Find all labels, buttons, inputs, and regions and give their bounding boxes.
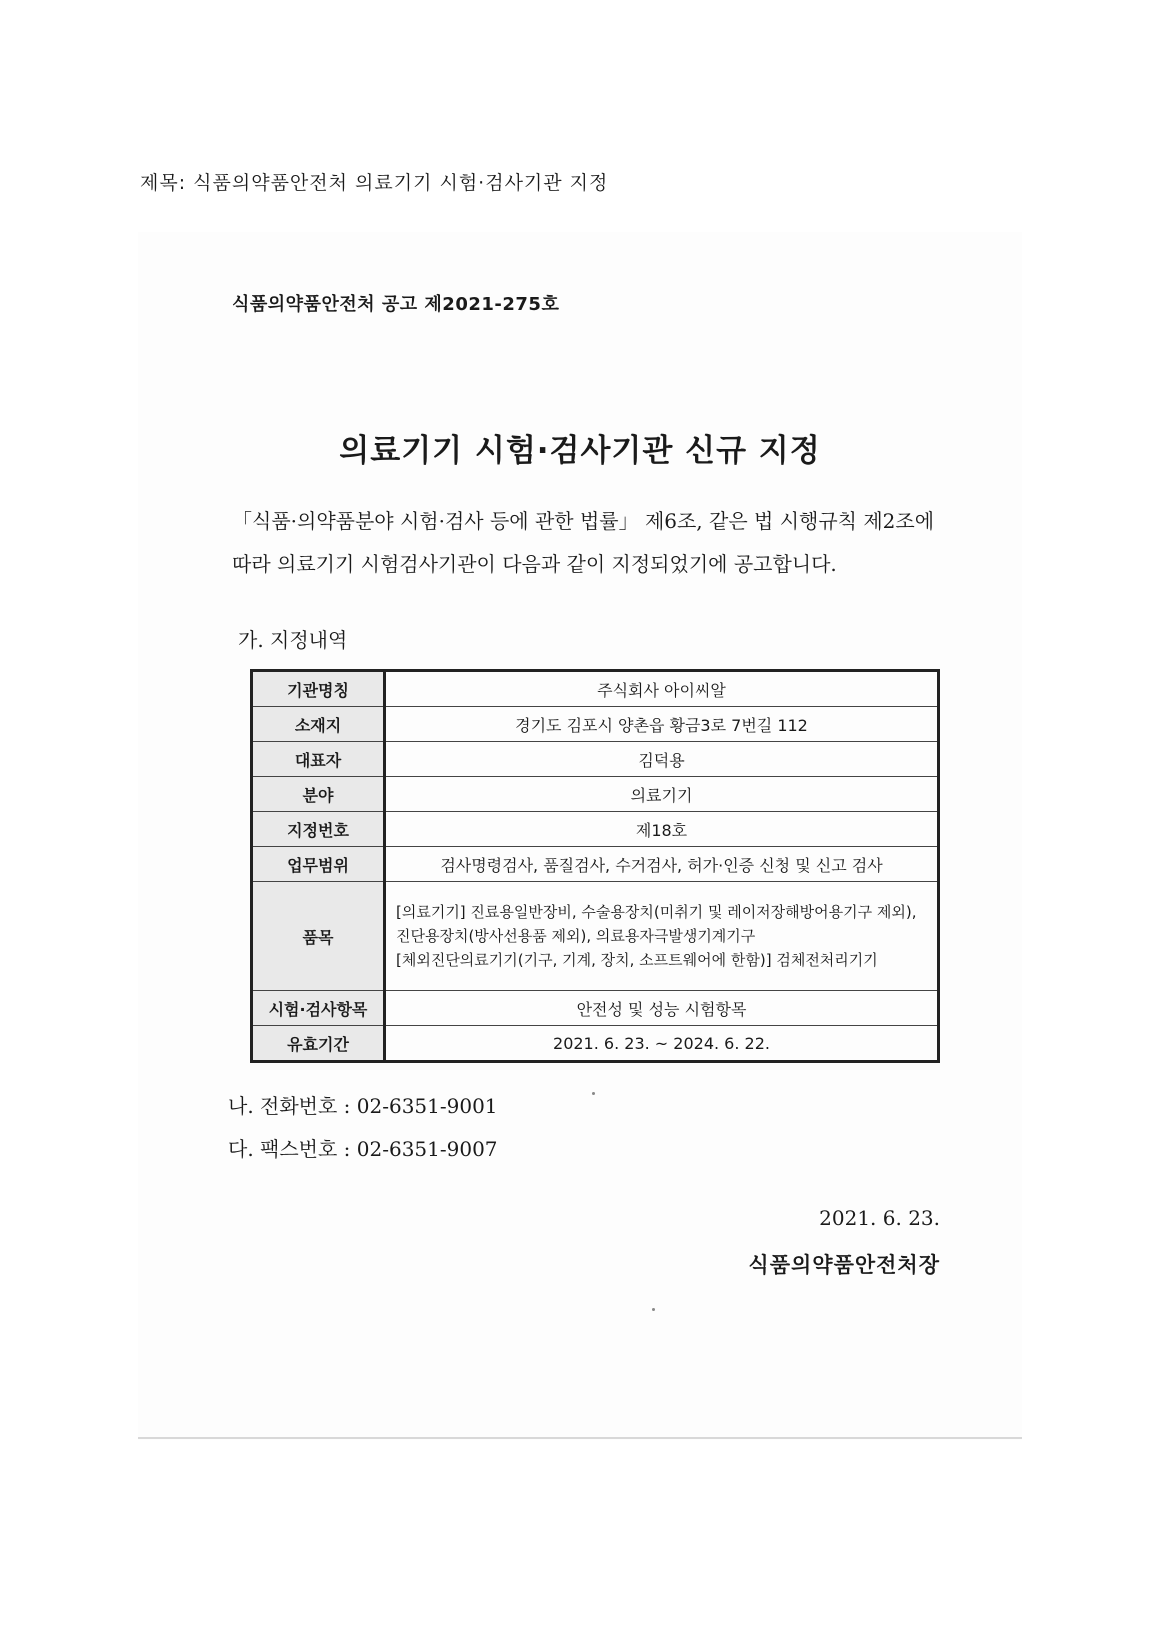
table-row (252, 1026, 939, 1062)
row-value: 의료기기 (385, 777, 939, 812)
items-line-2: 진단용장치(방사선용품 제외), 의료용자극발생기계기구 (396, 927, 756, 945)
row-label: 업무범위 (252, 847, 385, 882)
items-line-1: [의료기기] 진료용일반장비, 수술용장치(미취기 및 레이저장해방어용기구 제외), (396, 903, 917, 921)
items-value (385, 882, 939, 991)
scan-bottom-edge (138, 1437, 1022, 1439)
designation-table (250, 669, 940, 1063)
issuer: 식품의약품안전처장 (748, 1252, 940, 1277)
table-row (252, 991, 939, 1026)
row-value: 주식회사 아이씨알 (385, 671, 939, 707)
row-value: 안전성 및 성능 시험항목 (385, 991, 939, 1026)
row-value: 제18호 (385, 812, 939, 847)
notice-body (232, 500, 952, 586)
row-label: 대표자 (252, 742, 385, 777)
row-label: 지정번호 (252, 812, 385, 847)
row-value: 2021. 6. 23. ~ 2024. 6. 22. (385, 1026, 939, 1062)
table-row (252, 812, 939, 847)
section-designation-details: 가. 지정내역 (238, 628, 348, 652)
row-label: 시험·검사항목 (252, 991, 385, 1026)
notice-date: 2021. 6. 23. (819, 1206, 940, 1230)
row-value: 경기도 김포시 양촌읍 황금3로 7번길 112 (385, 707, 939, 742)
phone-number: 나. 전화번호 : 02-6351-9001 (228, 1094, 498, 1118)
scan-speck (592, 1092, 595, 1095)
table-row (252, 671, 939, 707)
items-line-3: [체외진단의료기기(기구, 기계, 장치, 소프트웨어에 한함)] 검체전처리기기 (396, 951, 878, 969)
notice-body-line-2: 따라 의료기기 시험검사기관이 다음과 같이 지정되었기에 공고합니다. (232, 552, 837, 576)
notice-number: 식품의약품안전처 공고 제2021-275호 (232, 294, 560, 315)
table-row (252, 847, 939, 882)
table-row-items (252, 882, 939, 991)
notice-title: 의료기기 시험·검사기관 신규 지정 (339, 433, 821, 469)
row-label: 기관명칭 (252, 671, 385, 707)
fax-number: 다. 팩스번호 : 02-6351-9007 (228, 1137, 498, 1161)
table-row (252, 742, 939, 777)
subject-line: 제목: 식품의약품안전처 의료기기 시험·검사기관 지정 (140, 172, 609, 194)
row-label: 유효기간 (252, 1026, 385, 1062)
table-row (252, 777, 939, 812)
scan-speck (652, 1308, 655, 1311)
row-label: 분야 (252, 777, 385, 812)
row-label: 품목 (252, 882, 385, 991)
row-value: 김덕용 (385, 742, 939, 777)
notice-body-line-1: 「식품·의약품분야 시험·검사 등에 관한 법률」 제6조, 같은 법 시행규칙 제2조에 (232, 509, 935, 533)
row-value: 검사명령검사, 품질검사, 수거검사, 허가·인증 신청 및 신고 검사 (385, 847, 939, 882)
table-row (252, 707, 939, 742)
row-label: 소재지 (252, 707, 385, 742)
